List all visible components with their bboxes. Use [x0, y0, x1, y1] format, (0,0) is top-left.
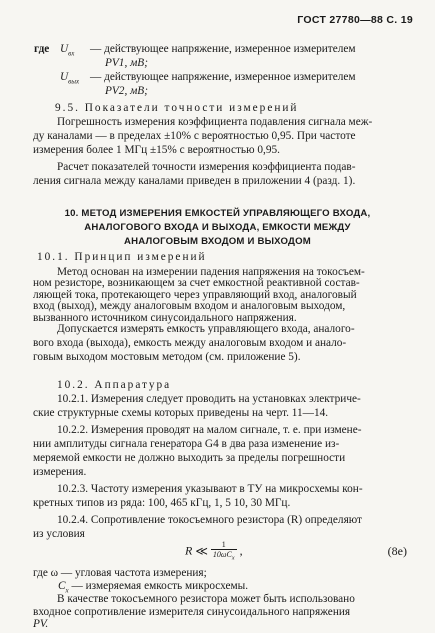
u-in-desc: — действующее напряжение, измеренное измерителем	[90, 43, 356, 55]
formula-den-main: 10ωC	[212, 550, 232, 559]
s102-p4-line1: 10.2.4. Сопротивление токосъемного резистора (R) определяют	[57, 514, 362, 526]
where2-p-line2: входное сопротивление измерителя синусоидального напряжения	[33, 606, 351, 618]
formula-den-sub: x	[231, 555, 235, 562]
s101-p1-line4: вход (выход), между аналоговым входом и аналоговым выходом,	[33, 300, 346, 313]
section-10-heading-line1: 10. МЕТОД ИЗМЕРЕНИЯ ЕМКОСТЕЙ УПРАВЛЯЮЩЕГО ВХОДА,	[64, 208, 371, 219]
section-10-2-title: 10.2. Аппаратура	[57, 379, 172, 391]
s102-p1-line2: ские структурные схемы которых приведены на черт. 11—14.	[33, 407, 329, 419]
s95-p1-line3: измерения более 1 МГц ±15% с вероятностью 0,95.	[33, 144, 280, 156]
formula-tail: ,	[239, 543, 243, 558]
s102-p3-line1: 10.2.3. Частоту измерения указывают в ТУ на микросхемы кон-	[57, 483, 363, 495]
cx-sub: x	[65, 586, 69, 595]
s101-p1-line2: ном резисторе, возникающем за счет емкостной реактивной состав-	[33, 277, 360, 290]
s102-p2-line3: меряемой емкости не должно выходить за пределы погрешности	[33, 452, 346, 464]
formula-numerator: 1	[211, 540, 237, 550]
s102-p3-line2: кретных типов из ряда: 100, 465 кГц, 1, 5 10, 30 МГц.	[33, 497, 291, 509]
formula-lhs: R	[185, 543, 193, 558]
s102-p1-line1: 10.2.1. Измерения следует проводить на установках электриче-	[57, 393, 361, 405]
u-in-desc-cont: PV1, мВ;	[105, 57, 148, 69]
s101-p1-line3: ляющей тока, протекающего через управляющий вход, аналоговый	[33, 288, 357, 301]
s95-p1-line1: Погрешность измерения коэффициента подавления сигнала меж-	[57, 116, 373, 128]
section-10-1-title: 10.1. Принцип измерений	[37, 251, 207, 263]
where2-p-line3: PV.	[33, 618, 49, 630]
equation-number: (8е)	[387, 544, 407, 558]
u-out-desc-cont: PV2, мВ;	[105, 85, 148, 97]
where2-line1: где ω — угловая частота измерения;	[33, 567, 207, 579]
cx-desc: — измеряемая емкость микросхемы.	[71, 580, 249, 592]
u-out-desc: — действующее напряжение, измеренное измерителем	[90, 71, 356, 83]
formula-op: ≪	[195, 543, 208, 558]
section-10-heading-line2: АНАЛОГОВОГО ВХОДА И ВЫХОДА, ЕМКОСТИ МЕЖДУ	[84, 222, 351, 233]
page-header: ГОСТ 27780—88 С. 19	[297, 14, 413, 26]
s102-p2-line1: 10.2.2. Измерения проводят на малом сигнале, т. е. при измене-	[57, 424, 362, 436]
s101-p1-line1: Метод основан на измерении падения напряжения на токосъем-	[57, 266, 365, 278]
s95-p2-line1: Расчет показателей точности измерения коэффициента подав-	[57, 161, 356, 173]
where2-p-line1: В качестве токосъемного резистора может быть использовано	[57, 593, 355, 605]
s102-p2-line2: нии амплитуды сигнала генератора G4 в два раза изменение из-	[33, 438, 340, 450]
s101-p2-line3: говым выходом мостовым методом (см. приложение 5).	[33, 351, 301, 363]
where-label: где	[34, 43, 50, 55]
u-out-symbol: $U_{вых}$	[60, 71, 80, 86]
s101-p2-line1: Допускается измерять емкость управляющего входа, аналого-	[57, 323, 355, 335]
cx-symbol: C	[58, 580, 66, 592]
s95-p2-line2: ления сигнала между каналами приведен в приложении 4 (разд. 1).	[33, 175, 356, 187]
section-9-5-title: 9.5. Показатели точности измерений	[55, 102, 299, 114]
s102-p4-line2: из условия	[33, 528, 85, 540]
s101-p1-line5: вызванного источником синусоидального напряжения.	[33, 311, 297, 324]
section-10-heading-line3: АНАЛОГОВЫМ ВХОДОМ И ВЫХОДОМ	[124, 236, 311, 247]
u-in-symbol: $U_{вх}$	[60, 43, 75, 58]
s101-p2-line2: вого входа (выхода), емкость между аналоговым входом и анало-	[33, 337, 347, 349]
s95-p1-line2: ду каналами — в пределах ±10% с вероятностью 0,95. При частоте	[33, 130, 356, 142]
s102-p2-line4: измерения.	[33, 466, 87, 478]
